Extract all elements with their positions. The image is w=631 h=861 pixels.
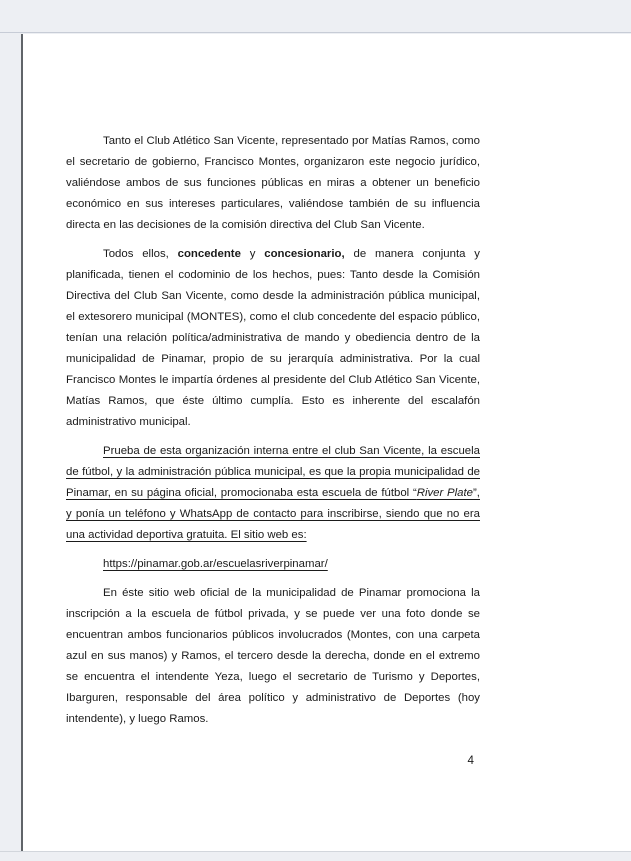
paragraph-3-text: ”, y ponía un teléfono y WhatsApp de contacto para inscribirse, siendo que no era una actividad deportiva gratuita. El sitio web es: (66, 487, 480, 541)
document-page (21, 34, 631, 851)
viewer-bottom-strip (0, 851, 631, 861)
paragraph-2-text: de manera conjunta y planificada, tienen el codominio de los hechos, pues: Tanto desde la Comisión Directiva del Club San Vicente, como desde la administración pública municipal, el extesorero municipal (MONTES), como el club concedente del espacio público, tenían una relación política/administrativa de mando y obediencia dentro de la municipalidad de Pinamar, propio de su jerarquía administrativa. Por la cual Francisco Montes le impartía órdenes al presidente del Club Atlético San Vicente, Matías Ramos, que éste último cumplía. Esto es inherente del escalafón administrativo municipal. (66, 248, 480, 428)
website-link[interactable]: https://pinamar.gob.ar/escuelasriverpinamar/ (103, 558, 328, 570)
paragraph-3-text: Prueba de esta organización interna entre el club San Vicente, la escuela de fútbol, y la administración pública municipal, es que la propia municipalidad de Pinamar, en su página oficial, promocionaba esta escuela de fútbol “ (66, 445, 480, 499)
paragraph-2-bold-concesionario: concesionario, (264, 248, 345, 260)
link-line (66, 554, 480, 575)
paragraph-2-bold-concedente: concedente (177, 248, 241, 260)
viewer-top-strip (0, 0, 631, 33)
viewer-left-margin (0, 33, 21, 851)
paragraph-2-text: Todos ellos, (103, 248, 178, 260)
paragraph-2 (66, 244, 480, 433)
page-content (23, 34, 631, 768)
page-number: 4 (467, 754, 474, 767)
paragraph-3-italic-river-plate: River Plate (416, 487, 474, 499)
paragraph-4: En éste sitio web oficial de la municipalidad de Pinamar promociona la inscripción a la escuela de fútbol privada, y se puede ver una foto donde se encuentran ambos funcionarios públicos involucrados (Montes, con una carpeta azul en sus manos) y Ramos, el tercero desde la derecha, donde en el extremo se encuentra el intendente Yeza, luego el secretario de Turismo y Deportes, Ibarguren, responsable del área político y administrativo de Deportes (hoy intendente), y luego Ramos. (66, 587, 480, 725)
paragraph-1: Tanto el Club Atlético San Vicente, representado por Matías Ramos, como el secretario de gobierno, Francisco Montes, organizaron este negocio jurídico, valiéndose ambos de sus funciones públicas en miras a obtener un beneficio económico en sus intereses particulares, valiéndose también de su influencia directa en las decisiones de la comisión directiva del Club San Vicente. (66, 135, 480, 231)
paragraph-2-text: y (240, 248, 265, 260)
paragraph-3-underlined (66, 441, 480, 546)
